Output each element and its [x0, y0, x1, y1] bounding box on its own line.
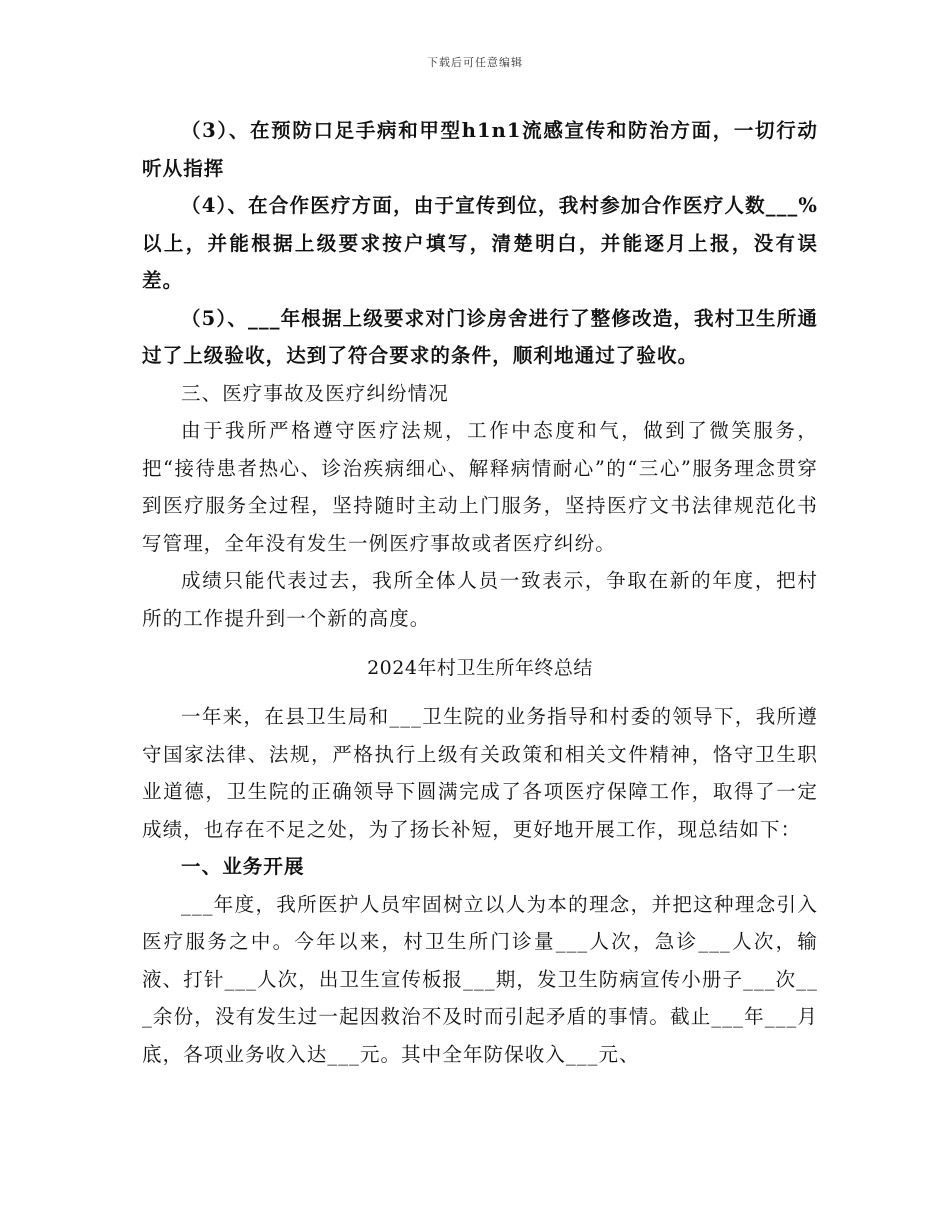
summary-intro: 一年来，在县卫生局和___卫生院的业务指导和村委的领导下，我所遵守国家法律、法规，严格执行上级有关政策和相关文件精神，恪守卫生职业道德，卫生院的正确领导下圆满完成了各项医疗保障工作，取得了一定成绩，也存在不足之处，为了扬长补短，更好地开展工作，现总结如下：	[142, 705, 818, 841]
section-3-heading: 三、医疗事故及医疗纠纷情况	[181, 381, 449, 405]
item-3-paragraph: （3）、在预防口足手病和甲型h1n1流感宣传和防治方面，一切行动听从指挥	[142, 119, 818, 180]
summary-paragraph-1: ___年度，我所医护人员牢固树立以人为本的理念，并把这种理念引入医疗服务之中。今年以来，村卫生所门诊量___人次，急诊___人次，输液、打针___人次，出卫生宣传板报___期，发卫生防病宣传小册子___次___余份，没有发生过一起因救治不及时而引起矛盾的事情。截止___年___月底，各项业务收入达___元。其中全年防保收入___元、	[142, 892, 818, 1066]
section-3-paragraph-2: 成绩只能代表过去，我所全体人员一致表示，争取在新的年度，把村所的工作提升到一个新的高度。	[142, 569, 818, 630]
document-body	[142, 112, 818, 1073]
page-header-note: 下载后可任意编辑	[427, 56, 523, 69]
summary-heading-1: 一、业务开展	[181, 855, 305, 878]
summary-title: 2024年村卫生所年终总结	[367, 657, 593, 679]
section-3-paragraph-1: 由于我所严格遵守医疗法规，工作中态度和气，做到了微笑服务，把“接待患者热心、诊治疾病细心、解释病情耐心”的“三心”服务理念贯穿到医疗服务全过程，坚持随时主动上门服务，坚持医疗文书法律规范化书写管理，全年没有发生一例医疗事故或者医疗纠纷。	[142, 419, 818, 555]
item-4-paragraph: （4）、在合作医疗方面，由于宣传到位，我村参加合作医疗人数___%以上，并能根据上级要求按户填写，清楚明白，并能逐月上报，没有误差。	[142, 194, 818, 292]
item-5-paragraph: （5）、___年根据上级要求对门诊房舍进行了整修改造，我村卫生所通过了上级验收，达到了符合要求的条件，顺利地通过了验收。	[142, 306, 818, 367]
